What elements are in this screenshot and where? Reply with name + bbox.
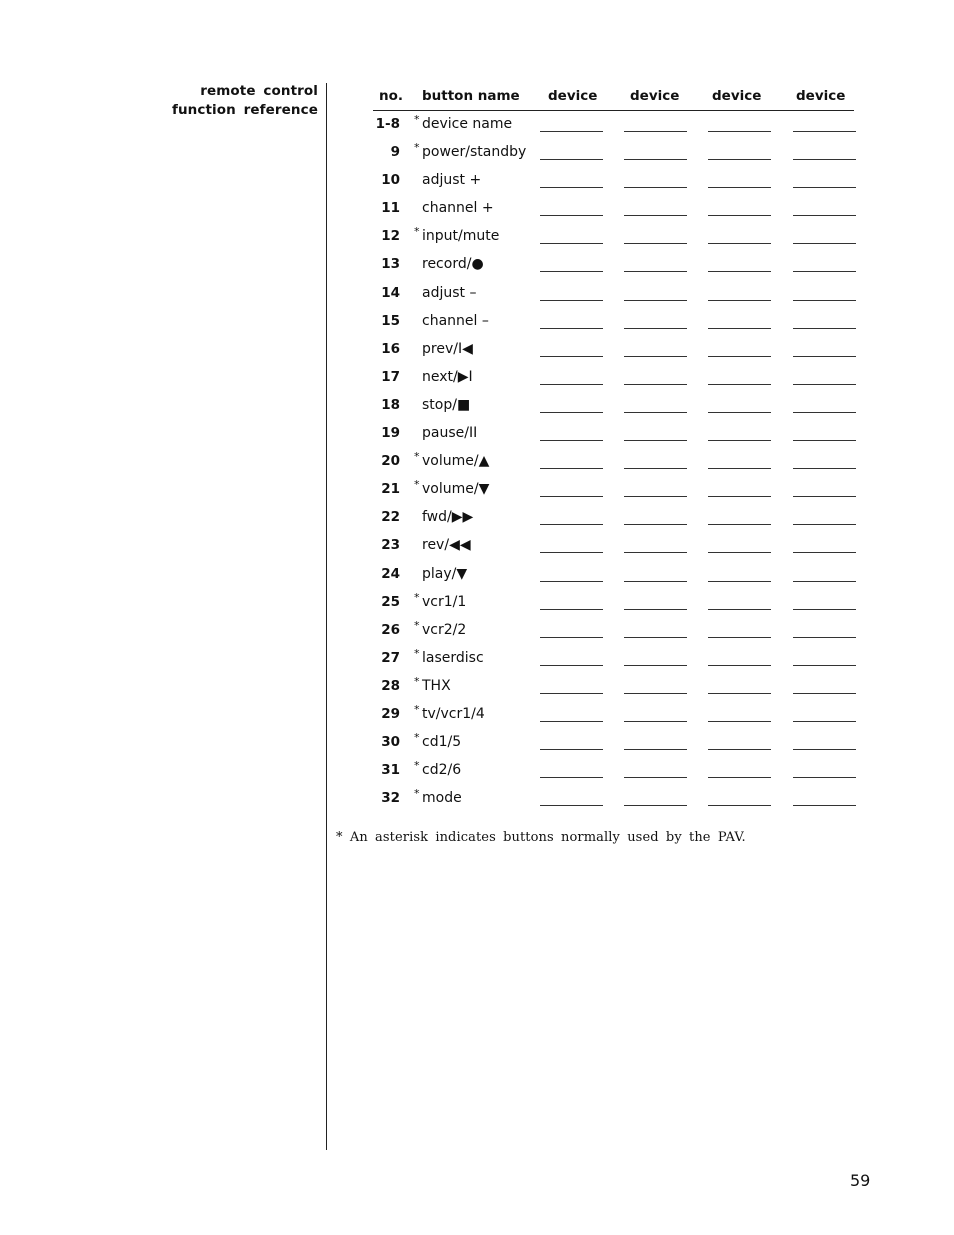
device-blank-3	[708, 356, 771, 357]
device-blank-4	[793, 215, 856, 216]
asterisk-marker: *	[414, 674, 420, 688]
device-blank-2	[624, 300, 687, 301]
device-blank-2	[624, 384, 687, 385]
row-number: 28	[381, 677, 400, 694]
device-blank-2	[624, 805, 687, 806]
table-row	[0, 142, 954, 170]
button-name: prev/I◀	[422, 340, 473, 357]
device-blank-2	[624, 609, 687, 610]
device-blank-3	[708, 581, 771, 582]
device-blank-2	[624, 665, 687, 666]
device-blank-4	[793, 581, 856, 582]
device-blank-3	[708, 693, 771, 694]
section-heading-line-1: remote control	[200, 83, 318, 99]
device-blank-2	[624, 777, 687, 778]
device-blank-2	[624, 187, 687, 188]
row-number: 30	[381, 734, 400, 751]
device-blank-1	[540, 468, 603, 469]
table-row	[0, 592, 954, 620]
device-blank-3	[708, 777, 771, 778]
device-blank-3	[708, 468, 771, 469]
table-row	[0, 114, 954, 142]
device-blank-3	[708, 496, 771, 497]
section-heading-line-2: function reference	[172, 102, 318, 118]
button-name: mode	[422, 790, 462, 807]
device-blank-3	[708, 271, 771, 272]
row-number: 16	[381, 340, 400, 357]
row-number: 1-8	[375, 116, 400, 132]
table-row	[0, 732, 954, 760]
device-blank-1	[540, 131, 603, 132]
device-blank-3	[708, 665, 771, 666]
button-name: input/mute	[422, 228, 500, 245]
asterisk-marker: *	[414, 478, 420, 492]
table-row	[0, 226, 954, 254]
header-device-3: device	[712, 88, 762, 104]
table-row	[0, 788, 954, 816]
device-blank-4	[793, 524, 856, 525]
device-blank-4	[793, 637, 856, 638]
device-blank-4	[793, 271, 856, 272]
row-number: 23	[381, 537, 400, 554]
device-blank-4	[793, 749, 856, 750]
function-table-body	[0, 114, 954, 816]
device-blank-3	[708, 215, 771, 216]
device-blank-2	[624, 637, 687, 638]
page-number: 59	[850, 1171, 871, 1190]
device-blank-3	[708, 131, 771, 132]
device-blank-2	[624, 243, 687, 244]
device-blank-4	[793, 384, 856, 385]
asterisk-marker: *	[414, 787, 420, 801]
device-blank-2	[624, 131, 687, 132]
device-blank-2	[624, 271, 687, 272]
device-blank-1	[540, 777, 603, 778]
asterisk-marker: *	[414, 590, 420, 604]
device-blank-1	[540, 665, 603, 666]
table-row	[0, 423, 954, 451]
device-blank-4	[793, 468, 856, 469]
device-blank-3	[708, 300, 771, 301]
table-row	[0, 283, 954, 311]
device-blank-1	[540, 412, 603, 413]
table-row	[0, 367, 954, 395]
header-no: no.	[379, 88, 404, 104]
button-name: adjust –	[422, 284, 477, 301]
row-number: 9	[390, 144, 400, 161]
asterisk-marker: *	[414, 731, 420, 745]
asterisk-marker: *	[414, 113, 420, 126]
device-blank-4	[793, 552, 856, 553]
button-name: THX	[422, 677, 451, 694]
device-blank-3	[708, 721, 771, 722]
table-row	[0, 648, 954, 676]
device-blank-1	[540, 637, 603, 638]
table-row	[0, 564, 954, 592]
table-row	[0, 198, 954, 226]
device-blank-2	[624, 159, 687, 160]
device-blank-1	[540, 693, 603, 694]
device-blank-4	[793, 300, 856, 301]
device-blank-4	[793, 721, 856, 722]
device-blank-4	[793, 496, 856, 497]
device-blank-1	[540, 496, 603, 497]
header-rule	[373, 110, 854, 111]
asterisk-marker: *	[414, 702, 420, 716]
device-blank-4	[793, 328, 856, 329]
device-blank-1	[540, 300, 603, 301]
device-blank-1	[540, 243, 603, 244]
device-blank-3	[708, 384, 771, 385]
device-blank-2	[624, 749, 687, 750]
device-blank-3	[708, 187, 771, 188]
device-blank-2	[624, 328, 687, 329]
device-blank-4	[793, 777, 856, 778]
device-blank-2	[624, 215, 687, 216]
device-blank-2	[624, 552, 687, 553]
row-number: 10	[381, 172, 400, 189]
button-name: next/▶I	[422, 368, 473, 385]
device-blank-1	[540, 581, 603, 582]
asterisk-marker: *	[414, 141, 420, 155]
button-name: vcr2/2	[422, 621, 467, 638]
button-name: volume/▼	[422, 481, 490, 498]
device-blank-3	[708, 637, 771, 638]
button-name: laserdisc	[422, 649, 484, 666]
device-blank-1	[540, 552, 603, 553]
device-blank-4	[793, 131, 856, 132]
row-number: 11	[381, 200, 400, 217]
device-blank-3	[708, 159, 771, 160]
device-blank-3	[708, 609, 771, 610]
table-row	[0, 479, 954, 507]
device-blank-2	[624, 468, 687, 469]
device-blank-3	[708, 440, 771, 441]
table-row	[0, 451, 954, 479]
device-blank-1	[540, 271, 603, 272]
row-number: 25	[381, 593, 400, 610]
device-blank-2	[624, 496, 687, 497]
device-blank-3	[708, 243, 771, 244]
device-blank-1	[540, 215, 603, 216]
row-number: 22	[381, 509, 400, 526]
row-number: 31	[381, 762, 400, 779]
device-blank-2	[624, 440, 687, 441]
button-name: fwd/▶▶	[422, 509, 474, 526]
row-number: 14	[381, 284, 400, 301]
row-number: 19	[381, 425, 400, 442]
button-name: channel –	[422, 312, 489, 329]
device-blank-3	[708, 524, 771, 525]
row-number: 12	[381, 228, 400, 245]
device-blank-1	[540, 524, 603, 525]
row-number: 29	[381, 705, 400, 722]
button-name: tv/vcr1/4	[422, 705, 485, 722]
table-row	[0, 704, 954, 732]
device-blank-4	[793, 159, 856, 160]
button-name: adjust +	[422, 172, 482, 189]
table-row	[0, 254, 954, 282]
device-blank-1	[540, 609, 603, 610]
device-blank-2	[624, 721, 687, 722]
header-device-2: device	[630, 88, 680, 104]
table-row	[0, 760, 954, 788]
table-row	[0, 311, 954, 339]
device-blank-1	[540, 384, 603, 385]
device-blank-1	[540, 356, 603, 357]
button-name: record/●	[422, 256, 484, 273]
device-blank-4	[793, 693, 856, 694]
table-row	[0, 339, 954, 367]
row-number: 15	[381, 312, 400, 329]
asterisk-marker: *	[414, 618, 420, 632]
device-blank-4	[793, 412, 856, 413]
asterisk-marker: *	[414, 450, 420, 464]
device-blank-2	[624, 412, 687, 413]
device-blank-4	[793, 609, 856, 610]
device-blank-4	[793, 440, 856, 441]
device-blank-1	[540, 440, 603, 441]
device-blank-4	[793, 187, 856, 188]
header-device-1: device	[548, 88, 598, 104]
table-row	[0, 620, 954, 648]
device-blank-2	[624, 693, 687, 694]
row-number: 18	[381, 396, 400, 413]
table-row	[0, 507, 954, 535]
button-name: channel +	[422, 200, 494, 217]
table-row	[0, 170, 954, 198]
button-name: pause/II	[422, 425, 478, 442]
row-number: 32	[381, 790, 400, 807]
asterisk-marker: *	[414, 225, 420, 239]
row-number: 13	[381, 256, 400, 273]
button-name: stop/■	[422, 396, 471, 413]
button-name: rev/◀◀	[422, 537, 471, 554]
button-name: cd2/6	[422, 762, 462, 779]
device-blank-4	[793, 665, 856, 666]
button-name: cd1/5	[422, 734, 462, 751]
device-blank-3	[708, 749, 771, 750]
table-row	[0, 535, 954, 563]
asterisk-marker: *	[414, 646, 420, 660]
device-blank-4	[793, 805, 856, 806]
table-row	[0, 676, 954, 704]
asterisk-marker: *	[414, 759, 420, 773]
row-number: 21	[381, 481, 400, 498]
device-blank-4	[793, 356, 856, 357]
row-number: 27	[381, 649, 400, 666]
button-name: power/standby	[422, 144, 527, 161]
device-blank-2	[624, 524, 687, 525]
button-name: vcr1/1	[422, 593, 467, 610]
button-name: play/▼	[422, 565, 468, 582]
device-blank-1	[540, 805, 603, 806]
button-name: volume/▲	[422, 453, 490, 470]
device-blank-3	[708, 805, 771, 806]
button-name: device name	[422, 116, 513, 132]
device-blank-4	[793, 243, 856, 244]
device-blank-2	[624, 356, 687, 357]
table-header	[0, 88, 954, 108]
device-blank-3	[708, 552, 771, 553]
device-blank-3	[708, 328, 771, 329]
device-blank-1	[540, 749, 603, 750]
row-number: 20	[381, 453, 400, 470]
table-row	[0, 395, 954, 423]
row-number: 24	[381, 565, 400, 582]
footnote: * An asterisk indicates buttons normally used by the PAV.	[336, 830, 746, 845]
device-blank-3	[708, 412, 771, 413]
row-number: 26	[381, 621, 400, 638]
device-blank-2	[624, 581, 687, 582]
header-button-name: button name	[422, 88, 520, 104]
row-number: 17	[381, 368, 400, 385]
device-blank-1	[540, 159, 603, 160]
header-device-4: device	[796, 88, 846, 104]
device-blank-1	[540, 187, 603, 188]
device-blank-1	[540, 328, 603, 329]
device-blank-1	[540, 721, 603, 722]
